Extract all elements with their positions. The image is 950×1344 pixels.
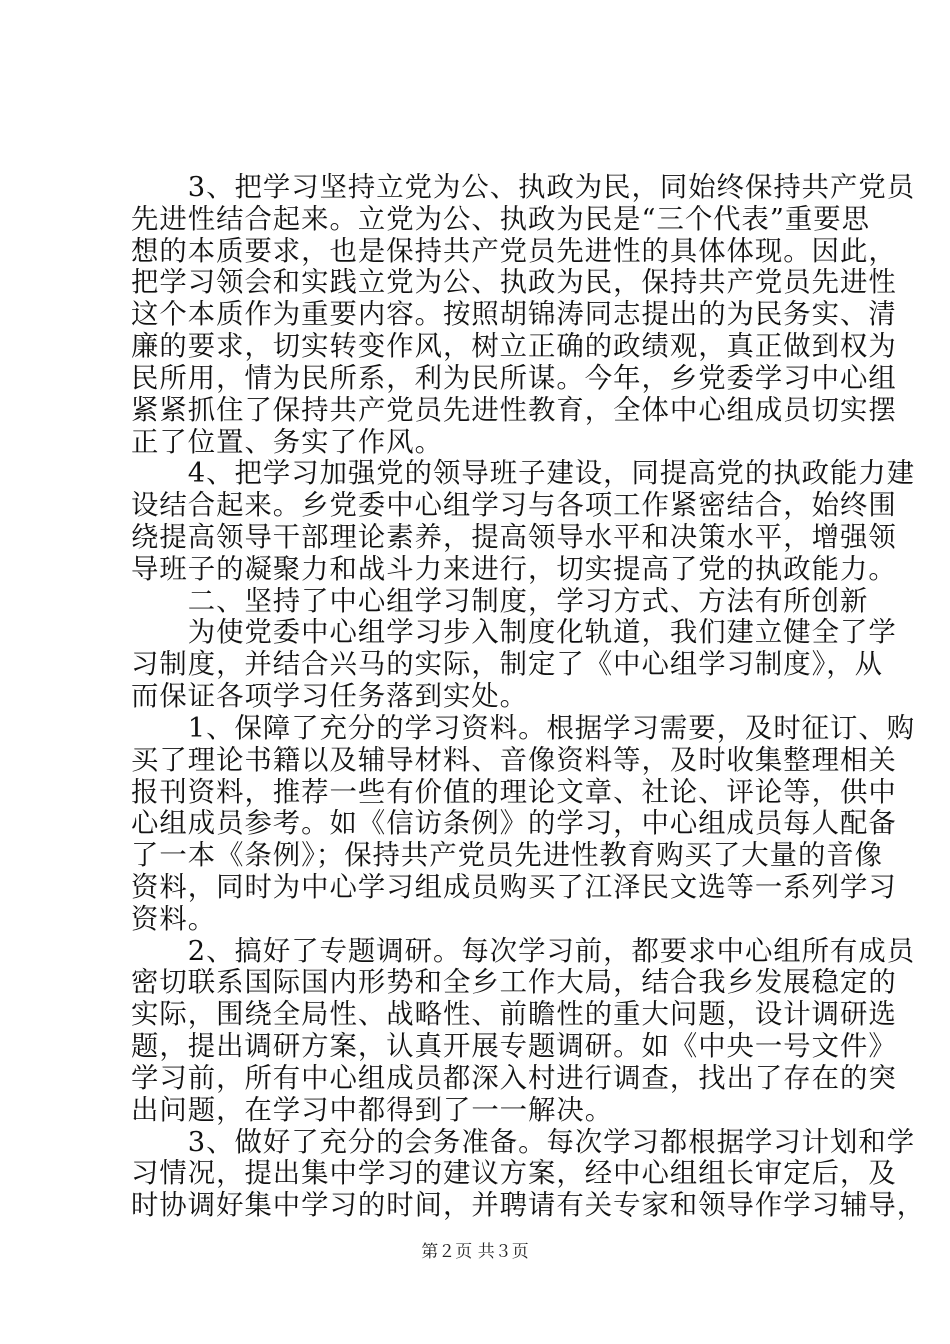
text-line: 先进性结合起来。立党为公、执政为民是“三个代表”重要思 (131, 203, 870, 235)
text-line: 4、把学习加强党的领导班子建设，同提高党的执政能力建 (131, 458, 916, 490)
text-line: 民所用，情为民所系，利为民所谋。今年，乡党委学习中心组 (131, 362, 897, 394)
text-line: 绕提高领导干部理论素养，提高领导水平和决策水平，增强领 (131, 522, 897, 553)
text-line: 这个本质作为重要内容。按照胡锦涛同志提出的为民务实、清 (131, 299, 897, 331)
text-line: 资料。 (131, 903, 217, 935)
text-line: 报刊资料，推荐一些有价值的理论文章、社论、评论等，供中 (131, 776, 897, 808)
text-line: 题，提出调研方案，认真开展专题调研。如《中央一号文件》 (131, 1031, 897, 1063)
text-line: 学习前，所有中心组成员都深入村进行调查，找出了存在的突 (131, 1062, 897, 1094)
text-line: 时协调好集中学习的时间，并聘请有关专家和领导作学习辅导， (131, 1190, 926, 1222)
text-line: 习情况，提出集中学习的建议方案，经中心组组长审定后，及 (131, 1158, 897, 1190)
text-line: 心组成员参考。如《信访条例》的学习，中心组成员每人配备 (131, 808, 897, 840)
text-line: 资料，同时为中心学习组成员购买了江泽民文选等一系列学习 (131, 872, 897, 903)
text-line: 紧紧抓住了保持共产党员先进性教育，全体中心组成员切实摆 (131, 394, 897, 426)
text-line: 出问题，在学习中都得到了一一解决。 (131, 1094, 614, 1126)
section-heading: 二、坚持了中心组学习制度，学习方式、方法有所创新 (131, 585, 869, 617)
text-line: 实际，围绕全局性、战略性、前瞻性的重大问题，设计调研选 (131, 999, 897, 1031)
text-line: 想的本质要求，也是保持共产党员先进性的具体体现。因此， (131, 235, 897, 267)
text-line: 为使党委中心组学习步入制度化轨道，我们建立健全了学 (131, 617, 897, 649)
text-line: 2、搞好了专题调研。每次学习前，都要求中心组所有成员 (131, 935, 916, 967)
text-line: 正了位置、务实了作风。 (131, 426, 443, 458)
text-line: 密切联系国际国内形势和全乡工作大局，结合我乡发展稳定的 (131, 967, 897, 999)
text-line: 1、保障了充分的学习资料。根据学习需要，及时征订、购 (131, 712, 916, 744)
text-line: 3、做好了充分的会务准备。每次学习都根据学习计划和学 (131, 1126, 916, 1158)
text-line: 设结合起来。乡党委中心组学习与各项工作紧密结合，始终围 (131, 490, 897, 522)
text-line: 廉的要求，切实转变作风，树立正确的政绩观，真正做到权为 (131, 331, 897, 363)
text-line: 导班子的凝聚力和战斗力来进行，切实提高了党的执政能力。 (131, 553, 897, 585)
text-line: 了一本《条例》；保持共产党员先进性教育购买了大量的音像 (131, 840, 884, 872)
text-line: 而保证各项学习任务落到实处。 (131, 681, 529, 713)
text-line: 3、把学习坚持立党为公、执政为民，同始终保持共产党员 (131, 172, 916, 203)
text-line: 把学习领会和实践立党为公、执政为民，保持共产党员先进性 (131, 267, 897, 299)
text-line: 习制度，并结合兴马的实际，制定了《中心组学习制度》，从 (131, 649, 884, 681)
page-number-footer: 第２页 共３页 (421, 1242, 529, 1262)
text-line: 买了理论书籍以及辅导材料、音像资料等，及时收集整理相关 (131, 744, 897, 776)
